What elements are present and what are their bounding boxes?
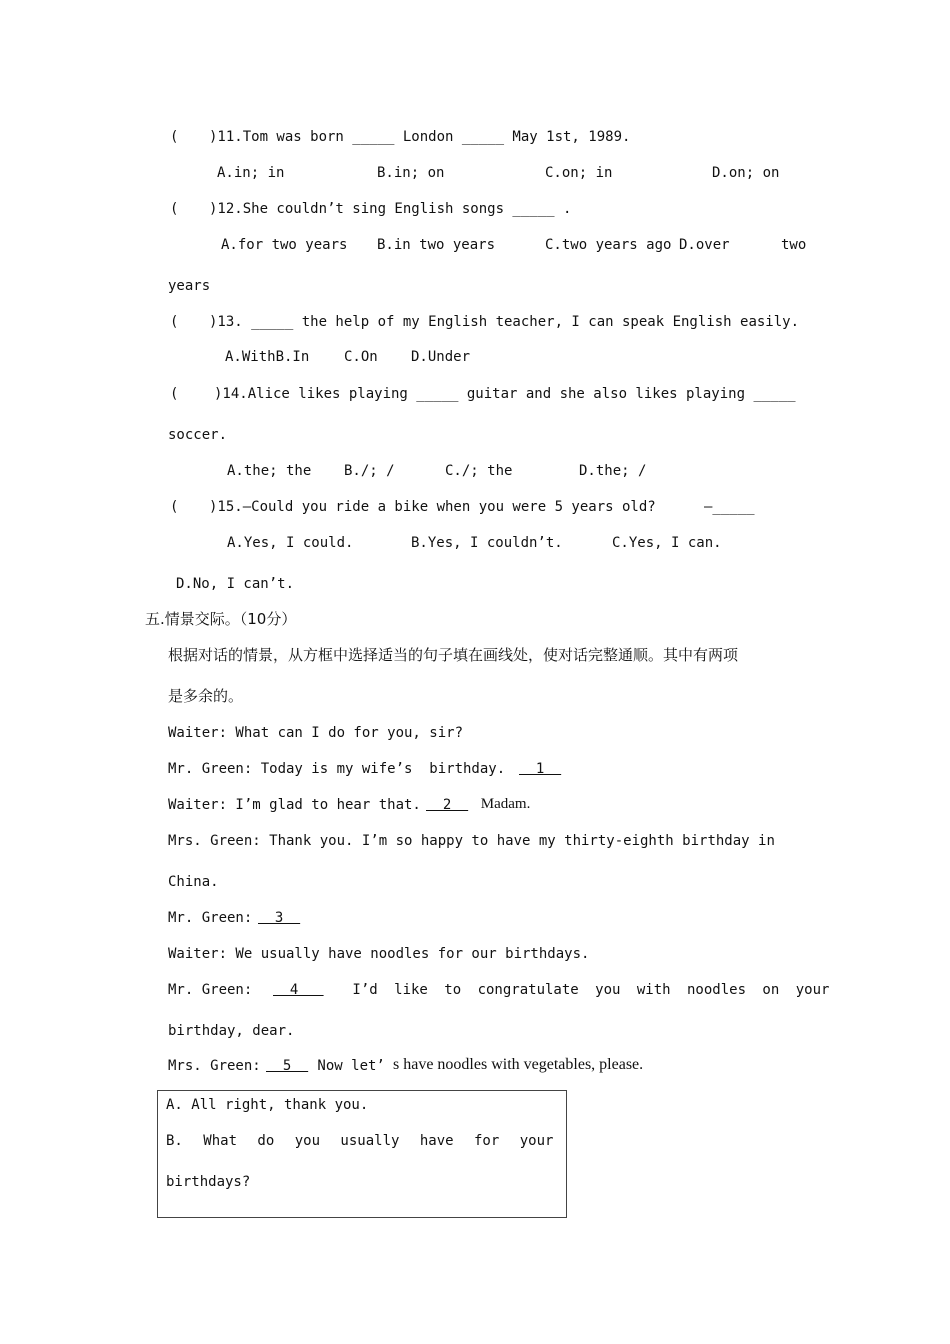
box-option-b: B. What do you usually have for your	[166, 1133, 554, 1149]
q12-option-d-cont: two	[781, 237, 807, 253]
blank-3: 3	[258, 910, 301, 926]
dialogue-line-tail: I’d like to congratulate you with noodles on your	[336, 982, 830, 998]
question-11-stem: )11.Tom was born _____ London _____ May 1st, 1989.	[209, 129, 631, 145]
box-option-a: A. All right, thank you.	[166, 1097, 369, 1113]
question-14-stem-cont: soccer.	[168, 427, 228, 443]
q13-option-ab: A.WithB.In	[225, 349, 310, 365]
question-15-stem: )15.—Could you ride a bike when you were 5 years old?	[209, 499, 656, 515]
q14-option-b: B./; /	[344, 463, 395, 479]
question-12-stem: )12.She couldn’t sing English songs _____ .	[209, 201, 572, 217]
answer-paren: (	[170, 499, 179, 515]
q13-option-d: D.Under	[411, 349, 471, 365]
blank-5: 5	[266, 1058, 309, 1074]
box-option-b-cont: birthdays?	[166, 1174, 251, 1190]
dialogue-line-cont: birthday, dear.	[168, 1023, 295, 1039]
dialogue-line: Mrs. Green: Thank you. I’m so happy to have my thirty-eighth birthday in	[168, 833, 775, 849]
answer-paren: (	[170, 201, 179, 217]
question-13-stem: )13. _____ the help of my English teacher, I can speak English easily.	[209, 314, 800, 330]
q15-option-c: C.Yes, I can.	[612, 535, 722, 551]
section-instruction-cont: 是多余的。	[168, 687, 244, 705]
q11-option-a: A.in; in	[217, 165, 285, 181]
q14-option-c: C./; the	[445, 463, 513, 479]
section-instruction: 根据对话的情景，从方框中选择适当的句子填在画线处，使对话完整通顺。其中有两项	[168, 646, 739, 664]
q12-option-b: B.in two years	[377, 237, 496, 253]
q13-option-c: C.On	[344, 349, 378, 365]
dialogue-line-tail: Now let’	[309, 1058, 385, 1074]
q12-option-d-wrap: years	[168, 278, 211, 294]
answer-paren: (	[170, 386, 179, 402]
dialogue-line-tail-2: s have noodles with vegetables, please.	[393, 1056, 644, 1073]
q15-answer-blank: —_____	[704, 499, 755, 515]
dialogue-line: Waiter: We usually have noodles for our birthdays.	[168, 946, 590, 962]
q12-option-d: D.over	[679, 237, 730, 253]
blank-4: 4	[273, 982, 324, 998]
answer-paren: (	[170, 314, 179, 330]
q15-option-a: A.Yes, I could.	[227, 535, 354, 551]
question-14-stem: )14.Alice likes playing _____ guitar and she also likes playing _____	[214, 386, 796, 402]
section-heading: 五.情景交际。（10分）	[145, 610, 297, 628]
q11-option-d: D.on; on	[712, 165, 780, 181]
q15-option-b: B.Yes, I couldn’t.	[411, 535, 563, 551]
q11-option-b: B.in; on	[377, 165, 445, 181]
q12-option-a: A.for two years	[221, 237, 348, 253]
dialogue-line: Mr. Green: Today is my wife’s birthday.	[168, 761, 514, 777]
answer-paren: (	[170, 129, 179, 145]
dialogue-line: Mr. Green:	[168, 910, 261, 926]
blank-1: 1	[519, 761, 562, 777]
q14-option-a: A.the; the	[227, 463, 312, 479]
dialogue-line: Mr. Green:	[168, 982, 261, 998]
q14-option-d: D.the; /	[579, 463, 647, 479]
dialogue-line: Waiter: I’m glad to hear that.	[168, 797, 421, 813]
dialogue-line-tail: Madam.	[477, 796, 531, 812]
q12-option-c: C.two years ago	[545, 237, 672, 253]
dialogue-line: Mrs. Green:	[168, 1058, 270, 1074]
q15-option-d: D.No, I can’t.	[176, 576, 295, 592]
q11-option-c: C.on; in	[545, 165, 613, 181]
dialogue-line-cont: China.	[168, 874, 219, 890]
blank-2: 2	[426, 797, 469, 813]
dialogue-line: Waiter: What can I do for you, sir?	[168, 725, 464, 741]
